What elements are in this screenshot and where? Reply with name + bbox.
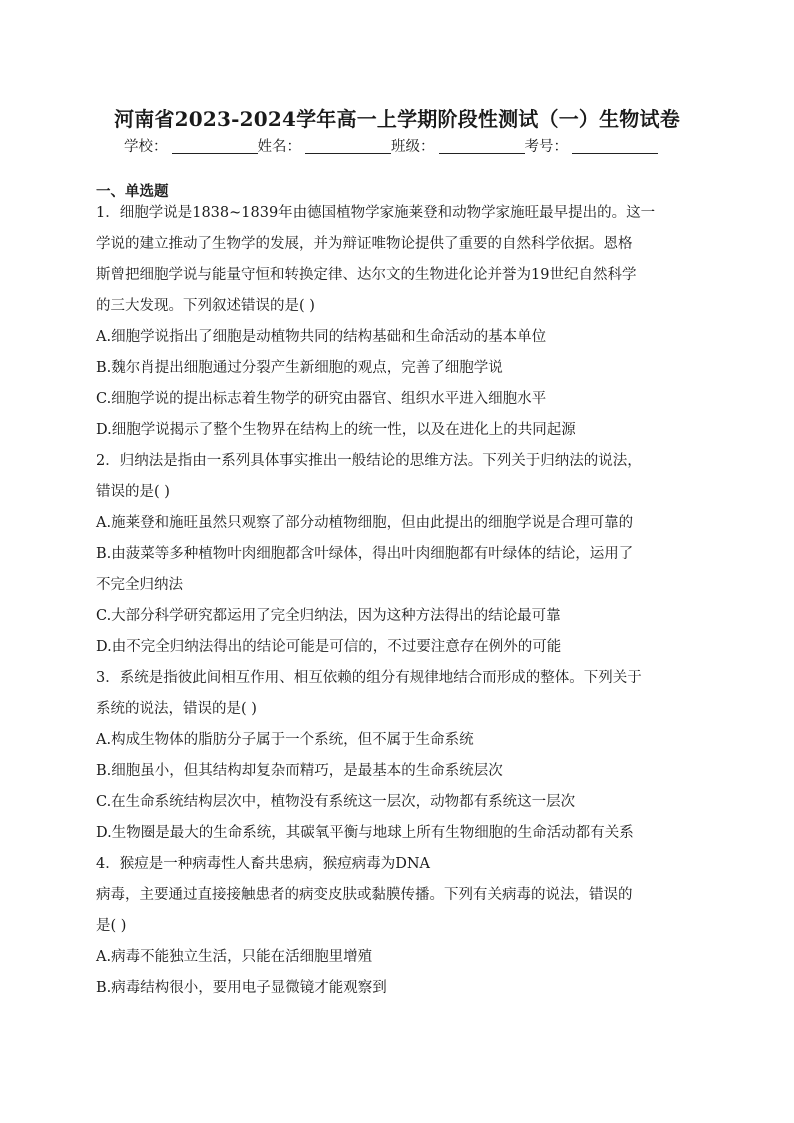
option-line: A.构成生物体的脂肪分子属于一个系统，但不属于生命系统: [96, 732, 474, 748]
text-line: 是( ): [96, 918, 127, 934]
text-line: 系统的说法，错误的是( ): [96, 701, 257, 717]
option-line: A.施莱登和施旺虽然只观察了部分动植物细胞，但由此提出的细胞学说是合理可靠的: [96, 515, 634, 531]
option-line: D.生物圈是最大的生命系统，其碳氧平衡与地球上所有生物细胞的生命活动都有关系: [96, 825, 634, 841]
option-line: D.由不完全归纳法得出的结论可能是可信的，不过要注意存在例外的可能: [96, 639, 562, 655]
school-field: [124, 135, 258, 156]
option-line: 不完全归纳法: [96, 577, 183, 593]
option-line: C.在生命系统结构层次中，植物没有系统这一层次，动物都有系统这一层次: [96, 794, 576, 810]
text-line: 病毒，主要通过直接接触患者的病变皮肤或黏膜传播。下列有关病毒的说法，错误的: [96, 887, 633, 903]
name-blank: [305, 139, 391, 154]
name-label: 姓名：: [257, 139, 301, 155]
option-line: D.细胞学说揭示了整个生物界在结构上的统一性，以及在进化上的共同起源: [96, 422, 576, 438]
exam-number-field: [525, 135, 659, 156]
school-blank: [172, 139, 258, 154]
exam-number-blank: [572, 139, 658, 154]
exam-number-label: 考号：: [524, 139, 568, 155]
section-heading: 一、单选题: [96, 184, 169, 200]
option-line: B.细胞虽小，但其结构却复杂而精巧，是最基本的生命系统层次: [96, 763, 503, 779]
class-blank: [439, 139, 525, 154]
option-line: C.细胞学说的提出标志着生物学的研究由器官、组织水平进入细胞水平: [96, 391, 547, 407]
text-line: 4．猴痘是一种病毒性人畜共患病，猴痘病毒为DNA: [96, 856, 431, 872]
class-field: [391, 135, 525, 156]
school-label: 学校：: [124, 139, 168, 155]
text-line: 学说的建立推动了生物学的发展，并为辩证唯物论提供了重要的自然科学依据。恩格: [96, 236, 633, 252]
option-line: C.大部分科学研究都运用了完全归纳法，因为这种方法得出的结论最可靠: [96, 608, 561, 624]
option-line: B.魏尔肖提出细胞通过分裂产生新细胞的观点，完善了细胞学说: [96, 360, 503, 376]
option-line: B.由菠菜等多种植物叶肉细胞都含叶绿体，得出叶肉细胞都有叶绿体的结论，运用了: [96, 546, 634, 562]
student-info-row: [124, 135, 684, 157]
text-line: 的三大发现。下列叙述错误的是( ): [96, 298, 315, 314]
class-label: 班级：: [391, 139, 435, 155]
text-line: 1．细胞学说是1838~1839年由德国植物学家施莱登和动物学家施旺最早提出的。这一: [96, 205, 656, 221]
option-line: A.细胞学说指出了细胞是动植物共同的结构基础和生命活动的基本单位: [96, 329, 547, 345]
text-line: 2．归纳法是指由一系列具体事实推出一般结论的思维方法。下列关于归纳法的说法，: [96, 453, 642, 469]
exam-title: 河南省2023-2024学年高一上学期阶段性测试（一）生物试卷: [114, 107, 680, 131]
text-line: 3．系统是指彼此间相互作用、相互依赖的组分有规律地结合而形成的整体。下列关于: [96, 670, 642, 686]
question-body: [96, 198, 706, 1004]
option-line: A.病毒不能独立生活，只能在活细胞里增殖: [96, 949, 373, 965]
text-line: 斯曾把细胞学说与能量守恒和转换定律、达尔文的生物进化论并誉为19世纪自然科学: [96, 267, 637, 283]
name-field: [258, 135, 392, 156]
text-line: 错误的是( ): [96, 484, 170, 500]
option-line: B.病毒结构很小，要用电子显微镜才能观察到: [96, 980, 387, 996]
